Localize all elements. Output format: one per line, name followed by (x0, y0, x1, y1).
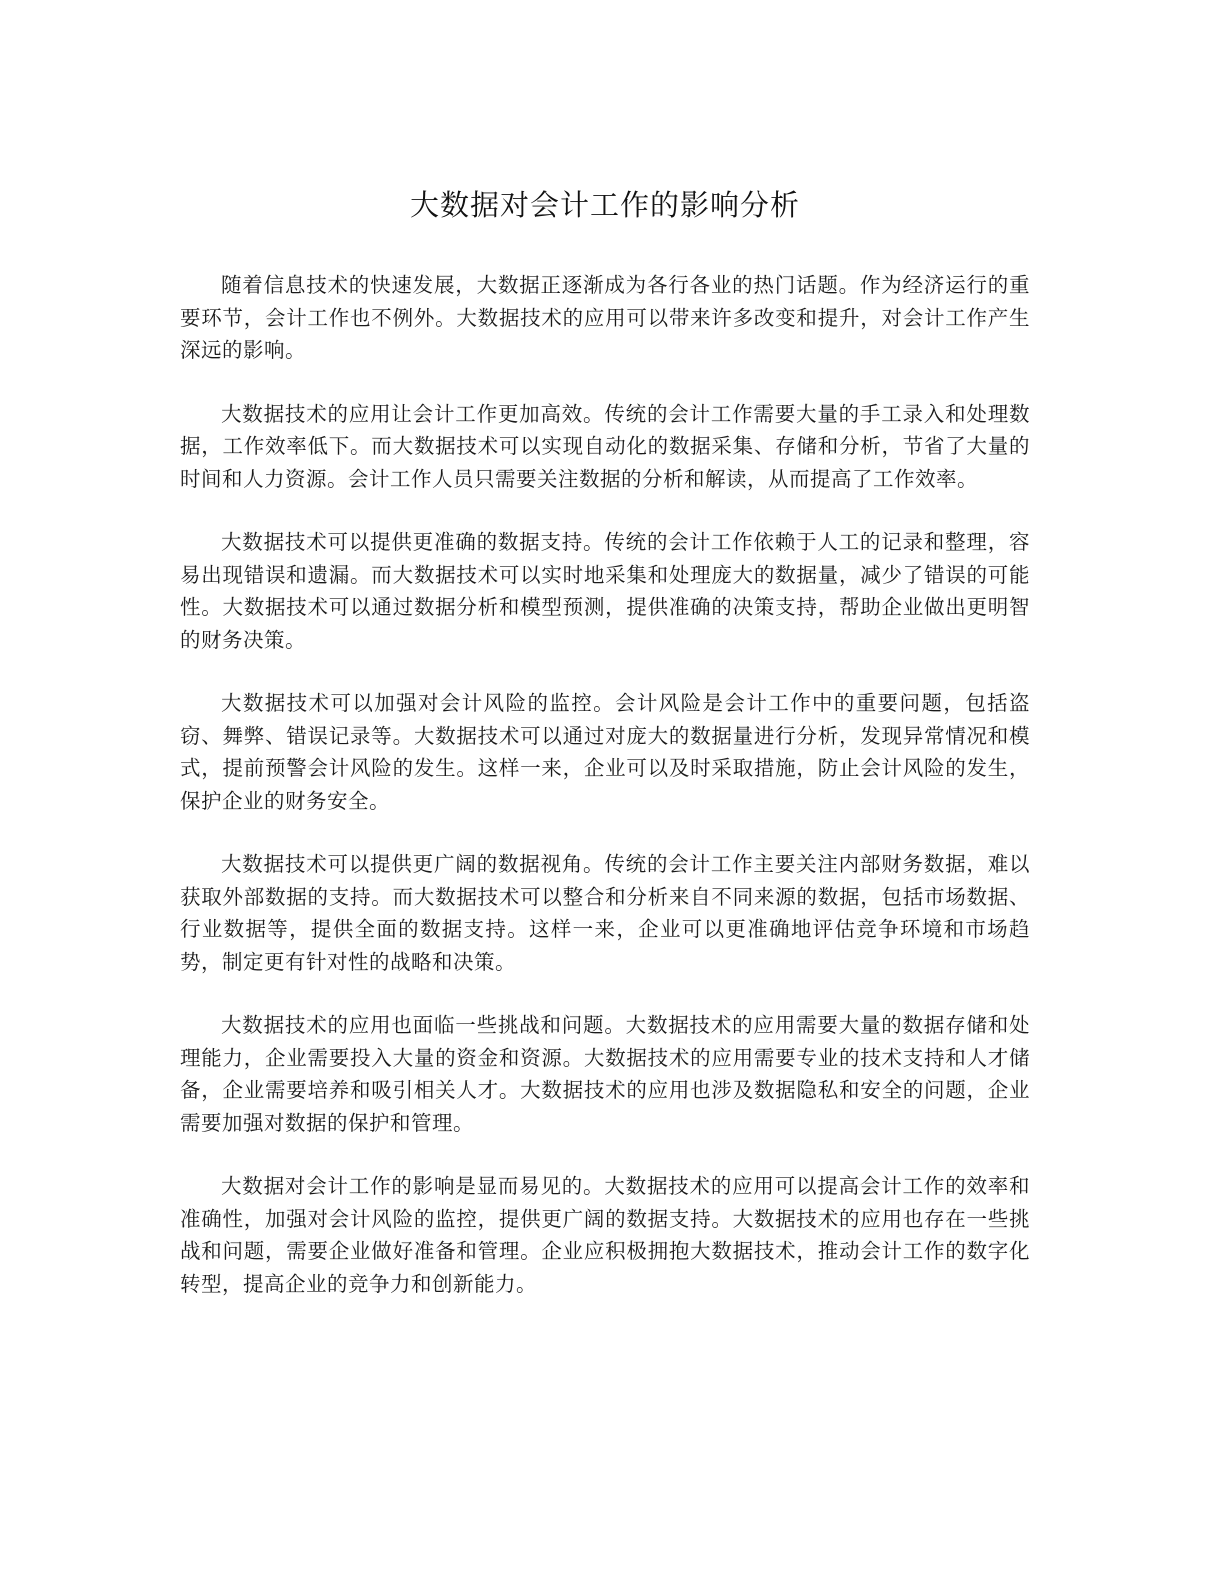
document-page (180, 185, 1030, 1331)
paragraph-intro: 随着信息技术的快速发展，大数据正逐渐成为各行各业的热门话题。作为经济运行的重要环节，会计工作也不例外。大数据技术的应用可以带来许多改变和提升，对会计工作产生深远的影响。 (180, 273, 1030, 362)
paragraph-conclusion: 大数据对会计工作的影响是显而易见的。大数据技术的应用可以提高会计工作的效率和准确性，加强对会计风险的监控，提供更广阔的数据支持。大数据技术的应用也存在一些挑战和问题，需要企业做好准备和管理。企业应积极拥抱大数据技术，推动会计工作的数字化转型，提高企业的竞争力和创新能力。 (180, 1174, 1030, 1296)
paragraph-risk-monitoring: 大数据技术可以加强对会计风险的监控。会计风险是会计工作中的重要问题，包括盗窃、舞弊、错误记录等。大数据技术可以通过对庞大的数据量进行分析，发现异常情况和模式，提前预警会计风险的发生。这样一来，企业可以及时采取措施，防止会计风险的发生，保护企业的财务安全。 (180, 691, 1030, 813)
paragraph-data-perspective: 大数据技术可以提供更广阔的数据视角。传统的会计工作主要关注内部财务数据，难以获取外部数据的支持。而大数据技术可以整合和分析来自不同来源的数据，包括市场数据、行业数据等，提供全面的数据支持。这样一来，企业可以更准确地评估竞争环境和市场趋势，制定更有针对性的战略和决策。 (180, 852, 1030, 974)
paragraph-accuracy: 大数据技术可以提供更准确的数据支持。传统的会计工作依赖于人工的记录和整理，容易出现错误和遗漏。而大数据技术可以实时地采集和处理庞大的数据量，减少了错误的可能性。大数据技术可以通过数据分析和模型预测，提供准确的决策支持，帮助企业做出更明智的财务决策。 (180, 530, 1030, 652)
paragraph-efficiency: 大数据技术的应用让会计工作更加高效。传统的会计工作需要大量的手工录入和处理数据，工作效率低下。而大数据技术可以实现自动化的数据采集、存储和分析，节省了大量的时间和人力资源。会计工作人员只需要关注数据的分析和解读，从而提高了工作效率。 (180, 401, 1030, 491)
paragraph-challenges: 大数据技术的应用也面临一些挑战和问题。大数据技术的应用需要大量的数据存储和处理能力，企业需要投入大量的资金和资源。大数据技术的应用需要专业的技术支持和人才储备，企业需要培养和吸引相关人才。大数据技术的应用也涉及数据隐私和安全的问题，企业需要加强对数据的保护和管理。 (180, 1013, 1030, 1135)
document-title: 大数据对会计工作的影响分析 (409, 188, 800, 222)
